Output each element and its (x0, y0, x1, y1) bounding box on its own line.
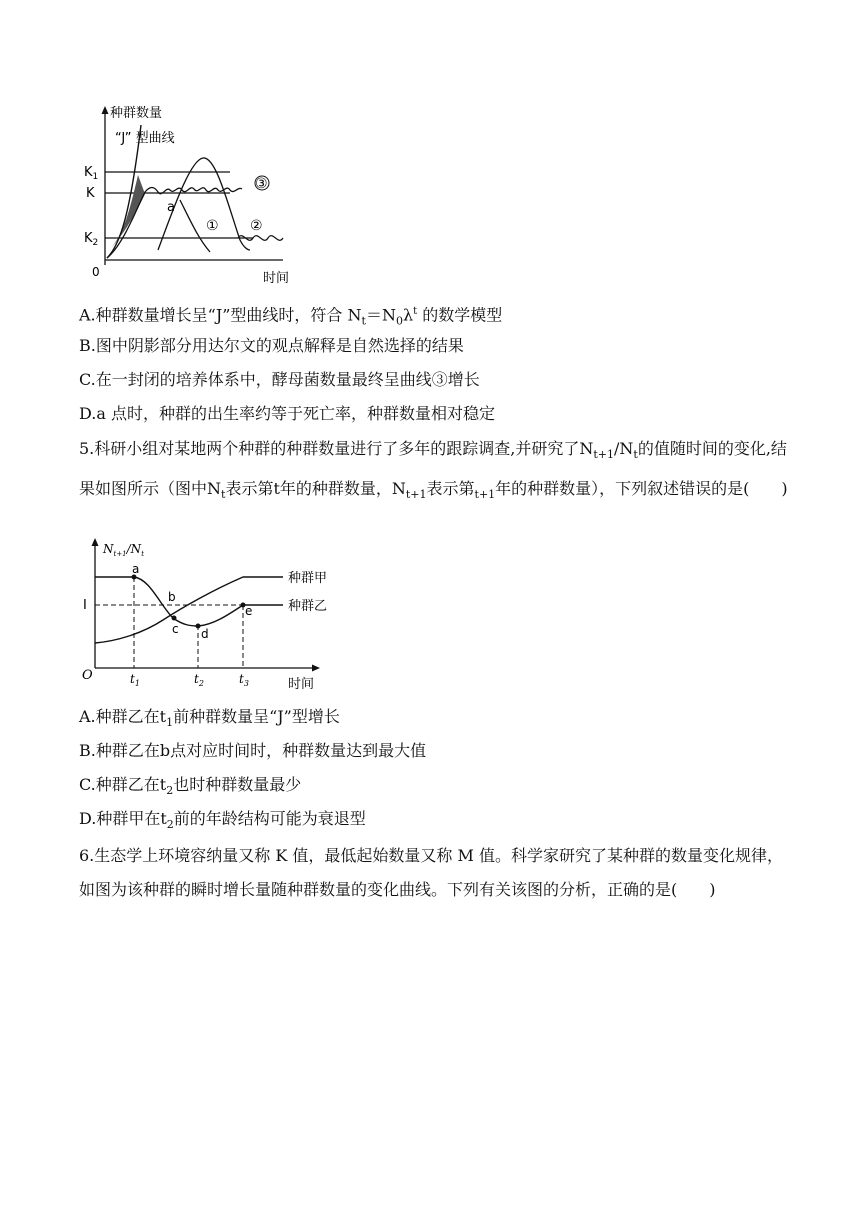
fig2-point-a: a (132, 562, 140, 576)
fig2-species-a-curve (95, 577, 283, 643)
fig2-point-b: b (168, 590, 176, 604)
fig2-point-c-dot (172, 616, 177, 621)
fig1-y-arrow (102, 106, 109, 114)
q5-option-a: A.种群乙在$t_1$前种群数量呈“J”型增长 (79, 707, 340, 730)
fig2-x-arrow (312, 665, 320, 672)
q6-stem: 6.生态学上环境容纳量又称 K 值，最低起始数量又称 M 值。科学家研究了某种群的数量变化规律，如图为该种群的瞬时增长量随种群数量的变化曲线。下列有关该图的分析，正确的是( ) (79, 846, 783, 899)
fig2-species-b-curve (95, 577, 283, 626)
fig2-point-c: c (172, 622, 179, 636)
fig2-y-label: $N_{t+1}/N_t$ (103, 542, 145, 558)
fig2-t3: $t_3$ (239, 672, 249, 688)
q5-stem: 5.科研小组对某地两个种群的种群数量进行了多年的跟踪调查,并研究了$N_{t+1}/N_t$的值随时间的变化,结果如图所示（图中$N_t$表示第t年的种群数量，$N_{t+1}$表示第$_{t+1}$年的种群数量），下列叙述错误的是( ) (79, 439, 788, 502)
fig2-x-label: 时间 (288, 677, 315, 692)
fig2-species-b-label: 种群乙 (288, 599, 328, 614)
fig1-j-label: “J” 型曲线 (115, 131, 175, 146)
q4-option-c: C.在一封闭的培养体系中，酵母菌数量最终呈曲线③增长 (79, 370, 480, 389)
q4-option-d: D.a 点时，种群的出生率约等于死亡率，种群数量相对稳定 (79, 404, 495, 423)
fig2-point-e: e (245, 604, 253, 618)
fig2-point-d: d (201, 627, 209, 641)
fig1-curve-3-label: ③ (255, 176, 268, 192)
fig2-t2: $t_2$ (194, 672, 204, 688)
fig1-shaded-area (111, 175, 145, 248)
fig2-one: I (83, 598, 87, 613)
fig2-y-arrow (92, 538, 99, 546)
fig1-point-a: a (167, 200, 175, 215)
q5-option-d: D.种群甲在$t_2$前的年龄结构可能为衰退型 (79, 809, 366, 832)
fig2-t1: $t_1$ (130, 672, 140, 688)
fig1-curve-2-label: ② (250, 218, 263, 234)
q4-option-b: B.图中阴影部分用达尔文的观点解释是自然选择的结果 (79, 336, 464, 355)
q5-option-b: B.种群乙在b点对应时间时，种群数量达到最大值 (79, 741, 427, 760)
fig1-k-label: K (86, 186, 95, 201)
fig1-k2-label: $K_2$ (84, 231, 99, 248)
fig1-origin: 0 (92, 265, 100, 279)
q5-option-c: C.种群乙在$t_2$也时种群数量最少 (79, 775, 302, 798)
fig2-origin: O (82, 668, 93, 683)
fig2-species-a-label: 种群甲 (288, 571, 328, 586)
q4-option-a: A.种群数量增长呈“J”型曲线时，符合 $N_t=N_0\lambda^t$ 的数学模型 (79, 305, 503, 328)
fig2-point-d-dot (196, 624, 201, 629)
population-curve-figure (78, 100, 303, 290)
fig1-x-label: 时间 (263, 271, 290, 286)
ratio-curve-figure (78, 535, 338, 695)
fig1-y-label: 种群数量 (110, 106, 163, 121)
fig1-curve-2 (238, 236, 283, 241)
fig1-curve-1-label: ① (206, 218, 219, 234)
fig1-k1-label: $K_1$ (84, 165, 99, 182)
